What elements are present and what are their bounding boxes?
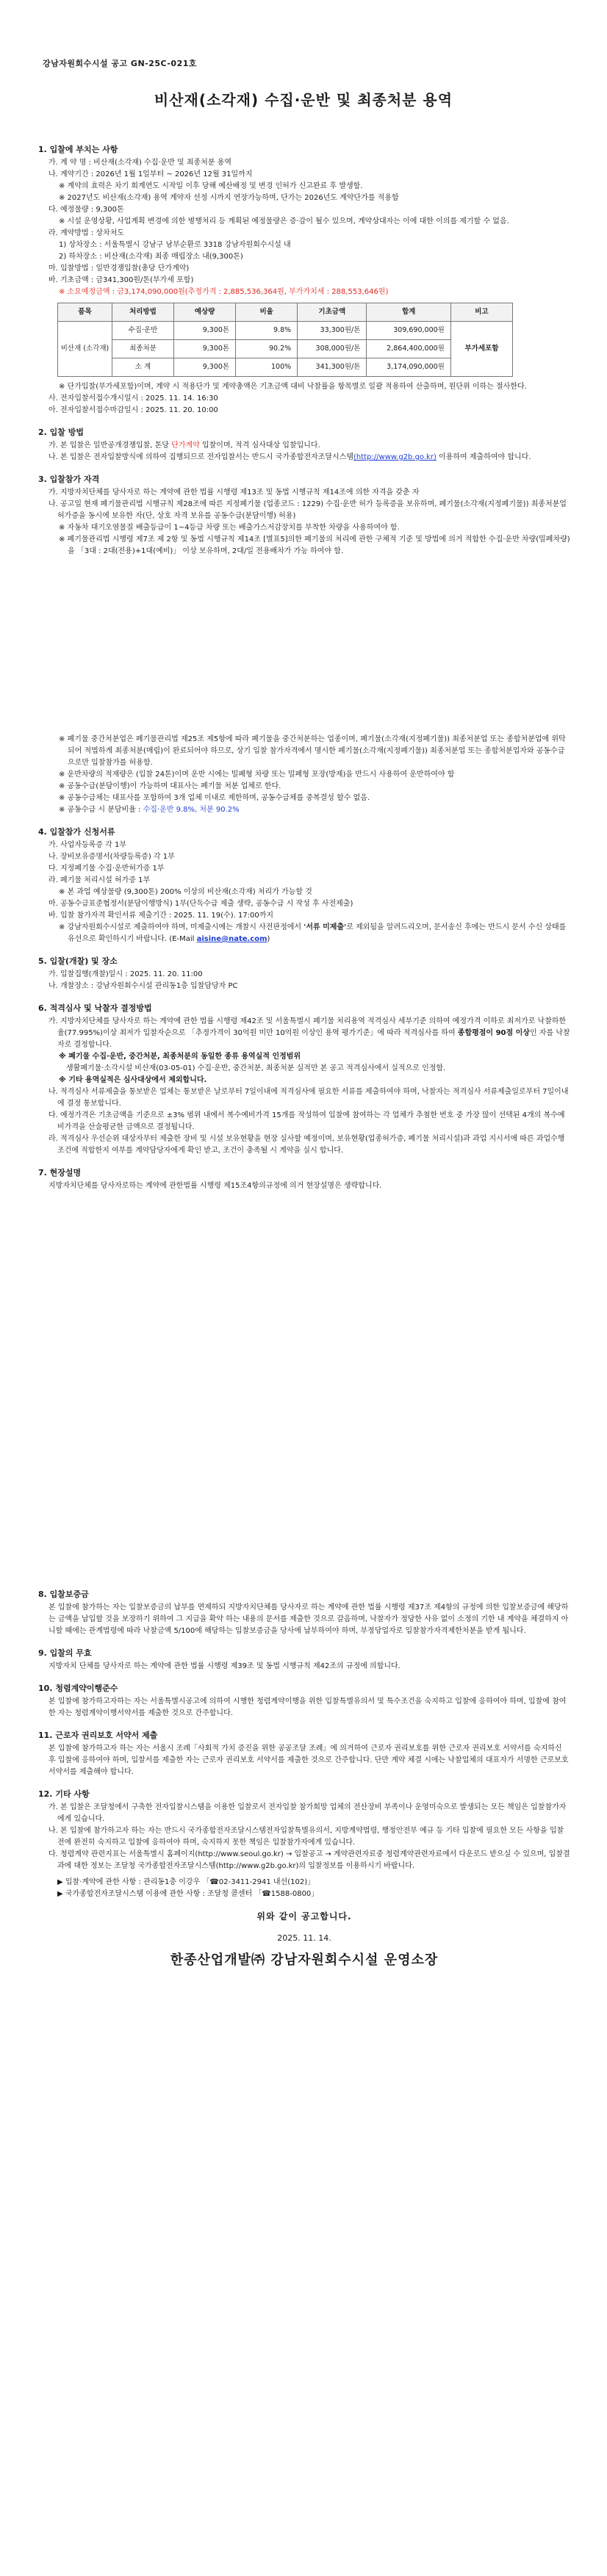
document-note: ※ 본 과업 예상물량 (9,300톤) 200% 이상의 비산재(소각재) 처리가 가능할 것 [59,888,312,896]
qualification-note: ※ 공동수급(분담이행)이 가능하며 대표사는 폐기물 처분 업체로 한다. [59,782,281,790]
bid-bond-text: 본 입찰에 참가하는 자는 입찰보증금의 납부를 면제하되 지방자치단체를 당사자로 하는 계약에 관한 법률 시행령 제37조 제4항의 규정에 의한 입찰보증금에 해당하는 금액을 납입할 것을 보장하기 위하여 그 지급을 확약 하는 내용의 문서를 제출한 것으로 갈음하며, 낙찰자가 정당한 사유 없이 소정의 기한 내 계약을 체결하지 아니할 때에는 관계법령에 따라 낙찰금액 5/100에 해당하는 입찰보증금을 당사에 납부하여야 하며, 부정당업자로 입찰참가자격제한처분을 받게 됩니다. [49,1603,569,1635]
section-bid-bond [38,1589,570,1637]
contact-callcenter: ▶ 국가종합전자조달시스템 이용에 관한 사항 : 조달청 콜센터 「☎1588-0800」 [57,1890,319,1898]
table-header: 처리방법 [112,303,173,322]
evaluation-c: 다. 예정가격은 기초금액을 기준으로 ±3% 범위 내에서 복수예비가격 15개를 작성하여 입찰에 참여하는 각 업체가 추첨한 번호 중 가장 많이 선택된 4개의 복수예비가격을 산술평균한 금액으로 결정됩니다. [49,1111,565,1131]
loading-place: 1) 상차장소 : 서울특별시 강남구 남부순환로 3318 강남자원회수시설 내 [59,241,291,249]
qualification-b: 나. 공고일 현재 폐기물관리법 시행규칙 제28조에 따른 지정폐기물 (업종코드 : 1229) 수집·운반 허가 등록증을 보유하며, 폐기물(소각재(지정폐기물)) 최종처분업 허가증을 동시에 보유한 자(단, 상호 자격 보유를 공동수급(분담이행) 허용) [49,500,567,520]
document-body [38,144,570,1966]
document-title: 비산재(소각재) 수집·운반 및 최종처분 용역 [154,91,453,109]
table-header: 예상량 [174,303,236,322]
etc-c: 다. 청렴계약 관련지표는 서울특별시 홈페이지(http://www.seoul.go.kr) → 입찰공고 → 계약관련자료중 청렴계약관련자료에서 다운로드 받으실 수 있으며, 입찰결과에 대한 정보는 조달청 국가종합전자조달시스템(http://www.g2b.go.kr)의 입찰정보를 이용하시기 바랍니다. [49,1850,570,1870]
section-title: 5. 입찰(개찰) 및 장소 [38,956,118,966]
section-invalid-bid [38,1648,570,1673]
qualification-note: ※ 자동차 대기오염물질 배출등급이 1~4등급 차량 또는 배출가스저감장치를 부착한 차량을 사용하여야 함. [59,524,400,532]
etc-a: 가. 본 입찰은 조달청에서 구축한 전자입찰시스템을 이용한 입찰로서 전자입찰 참가희망 업체의 전산장비 부족이나 운영미숙으로 발생되는 모든 책임은 입찰참가자에게 있습니다. [49,1803,567,1823]
item-cell: 비산재 (소각재) [58,322,112,377]
submission-note: ※ 강남자원회수시설로 제출하여야 하며, 미제출시에는 개찰시 사전판정에서 '서류 미제출'로 제외됨을 알려드리오며, 문서송신 후에는 반드시 문서 수신 상태를 유선으로 확인하시기 바랍니다. (E-Mail aisine@nate.com) [59,923,567,943]
table-header-row [58,303,513,322]
blank-area [38,558,570,734]
period-note: ※ 계약의 효력은 차기 회계연도 시작일 이후 당해 예산배정 및 변경 인허가 신고완료 후 발생함. [59,182,363,190]
qty-cell: 9,300톤 [174,340,236,358]
qualification-note: ※ 운반차량의 적재량은 (입찰 24톤)이며 운반 시에는 밀폐형 차량 또는 밀폐형 포장(방제)을 반드시 사용하여 운반하여야 함 [59,771,455,779]
table-row [58,358,513,377]
method-cell: 수집·운반 [112,322,173,340]
opening-place: 나. 개찰장소 : 강남자원회수시설 관리동1층 입찰담당자 PC [49,982,238,990]
table-note: ※ 단가입찰(부가세포함)이며, 계약 시 적용단가 및 계약총액은 기초금액 대비 낙찰률을 항목별로 일괄 적용하여 산출하며, 원단위 이하는 절사한다. [59,383,527,391]
section-integrity [38,1683,570,1720]
evaluation-d: 라. 적격심사 우선순위 대상자부터 제출한 장비 및 시설 보유현황을 현장 실사할 예정이며, 보유현황(업종허가증, 폐기물 처리시설)과 과업 지시서에 따른 과업수행 조건에 적합한지 여부를 계약담당자에게 확인 받고, 조건이 충족될 시 계약을 실시 합니다. [49,1135,565,1155]
qty-cell: 9,300톤 [174,358,236,377]
base-cell: 308,000원/톤 [298,340,367,358]
unloading-place: 2) 하차장소 : 비산재(소각재) 최종 매립장소 내(9,300톤) [59,253,243,261]
section-title: 6. 적격심사 및 낙찰자 결정방법 [38,1003,152,1013]
section-worker-rights [38,1730,570,1778]
section-title: 8. 입찰보증금 [38,1590,89,1599]
contract-period: 나. 계약기간 : 2026년 1월 1일부터 ~ 2026년 12월 31일까지 [49,170,253,178]
total-cell: 309,690,000원 [367,322,450,340]
evaluation-note: ※ 폐기물 수집·운반, 중간처분, 최종처분의 동일한 종류 용역실적 인정범위 [59,1053,301,1061]
invalid-bid-text: 지방자치 단체를 당사자로 하는 계약에 관한 법률 시행령 제39조 및 동법 시행규칙 제42조의 규정에 의합니다. [49,1662,401,1670]
announcement-date: 2025. 11. 14. [277,1933,331,1943]
total-cell: 2,864,400,000원 [367,340,450,358]
table-header: 비율 [236,303,298,322]
section-title: 4. 입찰참가 신청서류 [38,827,115,837]
g2b-link[interactable]: (http://www.g2b.go.kr) [353,453,437,461]
contract-method: 라. 계약방법 : 상차처도 [49,229,125,237]
section-title: 2. 입찰 방법 [38,427,84,437]
base-cell: 33,300원/톤 [298,322,367,340]
section-bid-method [38,427,570,463]
section-title: 1. 입찰에 부치는 사항 [38,145,118,154]
section-title: 10. 청렴계약이행준수 [38,1684,118,1693]
section-title: 9. 입찰의 무효 [38,1648,92,1658]
opening-time: 가. 입찰집행(개찰)일시 : 2025. 11. 20. 11:00 [49,970,203,978]
document-item: 다. 지정폐기물 수집·운반허가증 1부 [49,865,165,873]
qualification-note: ※ 폐기물 중간처분업은 폐기물관리법 제25조 제5항에 따라 폐기물을 중간처분하는 업종이며, 폐기물(소각재(지정폐기물)) 최종처분업 또는 종합처분업에 위탁되어 적법하게 최종처분(매립)이 완료되어야 하므로, 상기 입찰 참가자격에서 명시한 폐기물(소각재(지정폐기물)) 최종처분업 또는 종합처분업자와 공동수급으로만 입찰참가를 허용함. [59,735,566,767]
contact-bid: ▶ 입찰·계약에 관한 사항 : 관리동1층 이강우 「☎02-3411-2941 내선(102)」 [57,1878,315,1886]
table-header: 기초금액 [298,303,367,322]
issuer-name: 한종산업개발㈜ 강남자원회수시설 운영소장 [170,1952,439,1968]
document-item: 가. 사업자등록증 각 1부 [49,841,127,849]
fee-table [57,303,513,377]
email-link[interactable]: aisine@nate.com [196,935,267,943]
section-documents [38,826,570,945]
estimated-amount: ※ 소요예정금액 : 금3,174,090,000원(추정가격 : 2,885,536,364원, 부가가치세 : 288,553,646원) [59,288,389,296]
bid-open-time: 사. 전자입찰서접수개시일시 : 2025. 11. 14. 16:30 [49,394,218,403]
document-item: 바. 입찰 참가자격 확인서류 제출기간 : 2025. 11. 19(수). 17:00까지 [49,912,274,920]
bid-close-time: 아. 전자입찰서접수마감일시 : 2025. 11. 20. 10:00 [49,406,218,414]
contract-name: 가. 계 약 명 : 비산재(소각재) 수집·운반 및 최종처분 용역 [49,159,231,167]
site-briefing-text: 지방자치단체를 당사자로하는 계약에 관한법률 시행령 제15조4항의규정에 의거 현장설명은 생략합니다. [49,1182,382,1190]
ratio-cell: 100% [236,358,298,377]
table-row [58,322,513,340]
table-header: 품목 [58,303,112,322]
total-cell: 3,174,090,000원 [367,358,450,377]
evaluation-note: 생활폐기물·소각시설 비산재(03-05-01) 수집·운반, 중간처분, 최종처분 실적만 본 공고 적격심사에서 실적으로 인정함. [66,1064,446,1072]
bid-method-a: 가. 본 입찰은 일반공개경쟁입찰, 톤당 단가계약 입찰이며, 적격 심사대상 입찰입니다. [49,441,320,450]
bid-method: 마. 입찰방법 : 일반경쟁입찰(총당 단가계약) [49,264,190,273]
document-item: 나. 장비보유증명서(차량등록증) 각 1부 [49,853,175,861]
qty-cell: 9,300톤 [174,322,236,340]
period-note: ※ 2027년도 비산재(소각재) 용역 계약자 선정 시까지 연장가능하며, 단가는 2026년도 계약단가를 적용함 [59,194,399,202]
table-header: 비고 [450,303,512,322]
integrity-text: 본 입찰에 참가하고자하는 자는 서울특별시공고에 의하여 시행한 청렴계약이행을 위한 입찰특별유의서 및 특수조건을 숙지하고 입찰에 응하여야 하며, 입찰에 참여한 자는 청렴계약이행서약서를 제출한 것으로 간주합니다. [49,1698,567,1717]
table-header: 합계 [367,303,450,322]
evaluation-a: 가. 지방자치단체를 당사자로 하는 계약에 관한 법률 시행령 제42조 및 서울특별시 폐기물 처리용역 적격심사 세부기준 의하여 예정가격 이하로 최저가로 낙찰하한율(77.995%)이상 최저가 입찰자순으로 「추정가격이 30억원 미만 10억원 이상인 용역 평가기준」에 따라 적격심사를 하여 종합평점이 90점 이상인 자를 낙찰자로 결정합니다. [49,1017,570,1049]
bid-method-b: 나. 본 입찰은 전자입찰방식에 의하여 집행되므로 전자입찰서는 반드시 국가종합전자조달시스템(http://www.g2b.go.kr) 이용하여 제출하여야 합니다. [49,453,531,461]
section-etc [38,1789,570,1900]
ratio-cell: 90.2% [236,340,298,358]
section-evaluation [38,1003,570,1157]
evaluation-b: 나. 적격심사 서류제출을 통보받은 업체는 통보받은 날로부터 7일이내에 적격심사에 필요한 서류를 제출하여야 하며, 낙찰자는 적격심사 서류제출일로부터 7일이내에 결정 통보합니다. [49,1088,569,1108]
section-site-briefing [38,1167,570,1192]
document-item: 마. 공동수급표준협정서(분담이행방식) 1부(단독수급 제출 생략, 공동수급 시 작성 후 사전제출) [49,900,353,908]
section-opening [38,956,570,992]
etc-b: 나. 본 입찰에 참가하고자 하는 자는 반드시 국가종합전자조달시스템전자입찰특별유의서, 지방계약법령, 행정안전부 예규 등 기타 입찰에 필요한 모든 사항을 입찰전에 완전히 숙지하고 입찰에 응하여야 하며, 숙지하지 못한 책임은 입찰참가자에게 있습니다. [49,1827,564,1847]
evaluation-note: ※ 기타 용역실적은 심사대상에서 제외합니다. [59,1076,207,1084]
section-title: 12. 기타 사항 [38,1789,90,1799]
announcement: 위와 같이 공고합니다. [256,1911,352,1922]
ratio-cell: 9.8% [236,322,298,340]
document-id: 강남자원회수시설 공고 GN-25C-021호 [43,59,198,68]
section-title: 7. 현장설명 [38,1168,82,1177]
qualification-note: ※ 폐기물관리법 시행령 제7조 제 2항 및 동법 시행규칙 제14조 [별표5]의한 폐기물의 처리에 관한 구체적 기준 및 방법에 의거 적합한 수집·운반 차량(밀폐차량)을 「3대 : 2대(전용)+1대(예비)」 이상 보유하며, 2대/일 전용배차가 가능 하여야 함. [59,535,570,555]
base-price: 바. 기초금액 : 금341,300원/톤(부가세 포함) [49,276,194,284]
worker-rights-text: 본 입찰에 참가하고자 하는 자는 서울시 조례「사회적 가치 증진을 위한 공공조달 조례」에 의거하여 근로자 권리보호를 위한 근로자 권리보호 서약서를 숙지하신 후 입찰에 응하여야 하며, 입찰서를 제출한 자는 근로자 권리보호 서약서를 제출한 것으로 간주합니다. 단만 계약 체결 시에는 낙찰업체의 대표자가 서명한 근로보호서약서를 제출해야 합니다. [49,1745,569,1776]
document-item: 라. 폐기물 처리시설 허가증 1부 [49,876,151,884]
blank-area [38,1192,570,1589]
method-cell: 소 계 [112,358,173,377]
expected-quantity: 다. 예정물량 : 9,300톤 [49,206,124,214]
section-title: 3. 입찰참가 자격 [38,475,100,484]
method-cell: 최종처분 [112,340,173,358]
remark-cell: 부가세포함 [450,322,512,377]
section-qualification [38,474,570,816]
quantity-note: ※ 시설 운영상황, 사업계획 변경에 의한 병행처리 등 계획된 예정물량은 증·감이 될수 있으며, 계약상대자는 이에 대한 이의를 제기할 수 없음. [59,217,509,226]
qualification-note: ※ 공동수급체는 대표사를 포함하여 3개 업체 이내로 제한하며, 공동수급체를 중복결성 할수 없음. [59,794,370,802]
section-bid-items [38,144,570,416]
share-ratio: ※ 공동수급 시 분담비율 : 수집·운반 9.8%, 처분 90.2% [59,806,240,814]
table-row [58,340,513,358]
qualification-a: 가. 지방자치단체를 당사자로 하는 계약에 관한 법률 시행령 제13조 및 동법 시행규칙 제14조에 의한 자격을 갖춘 자 [49,488,420,497]
section-title: 11. 근로자 권리보호 서약서 제출 [38,1731,158,1740]
base-cell: 341,300원/톤 [298,358,367,377]
